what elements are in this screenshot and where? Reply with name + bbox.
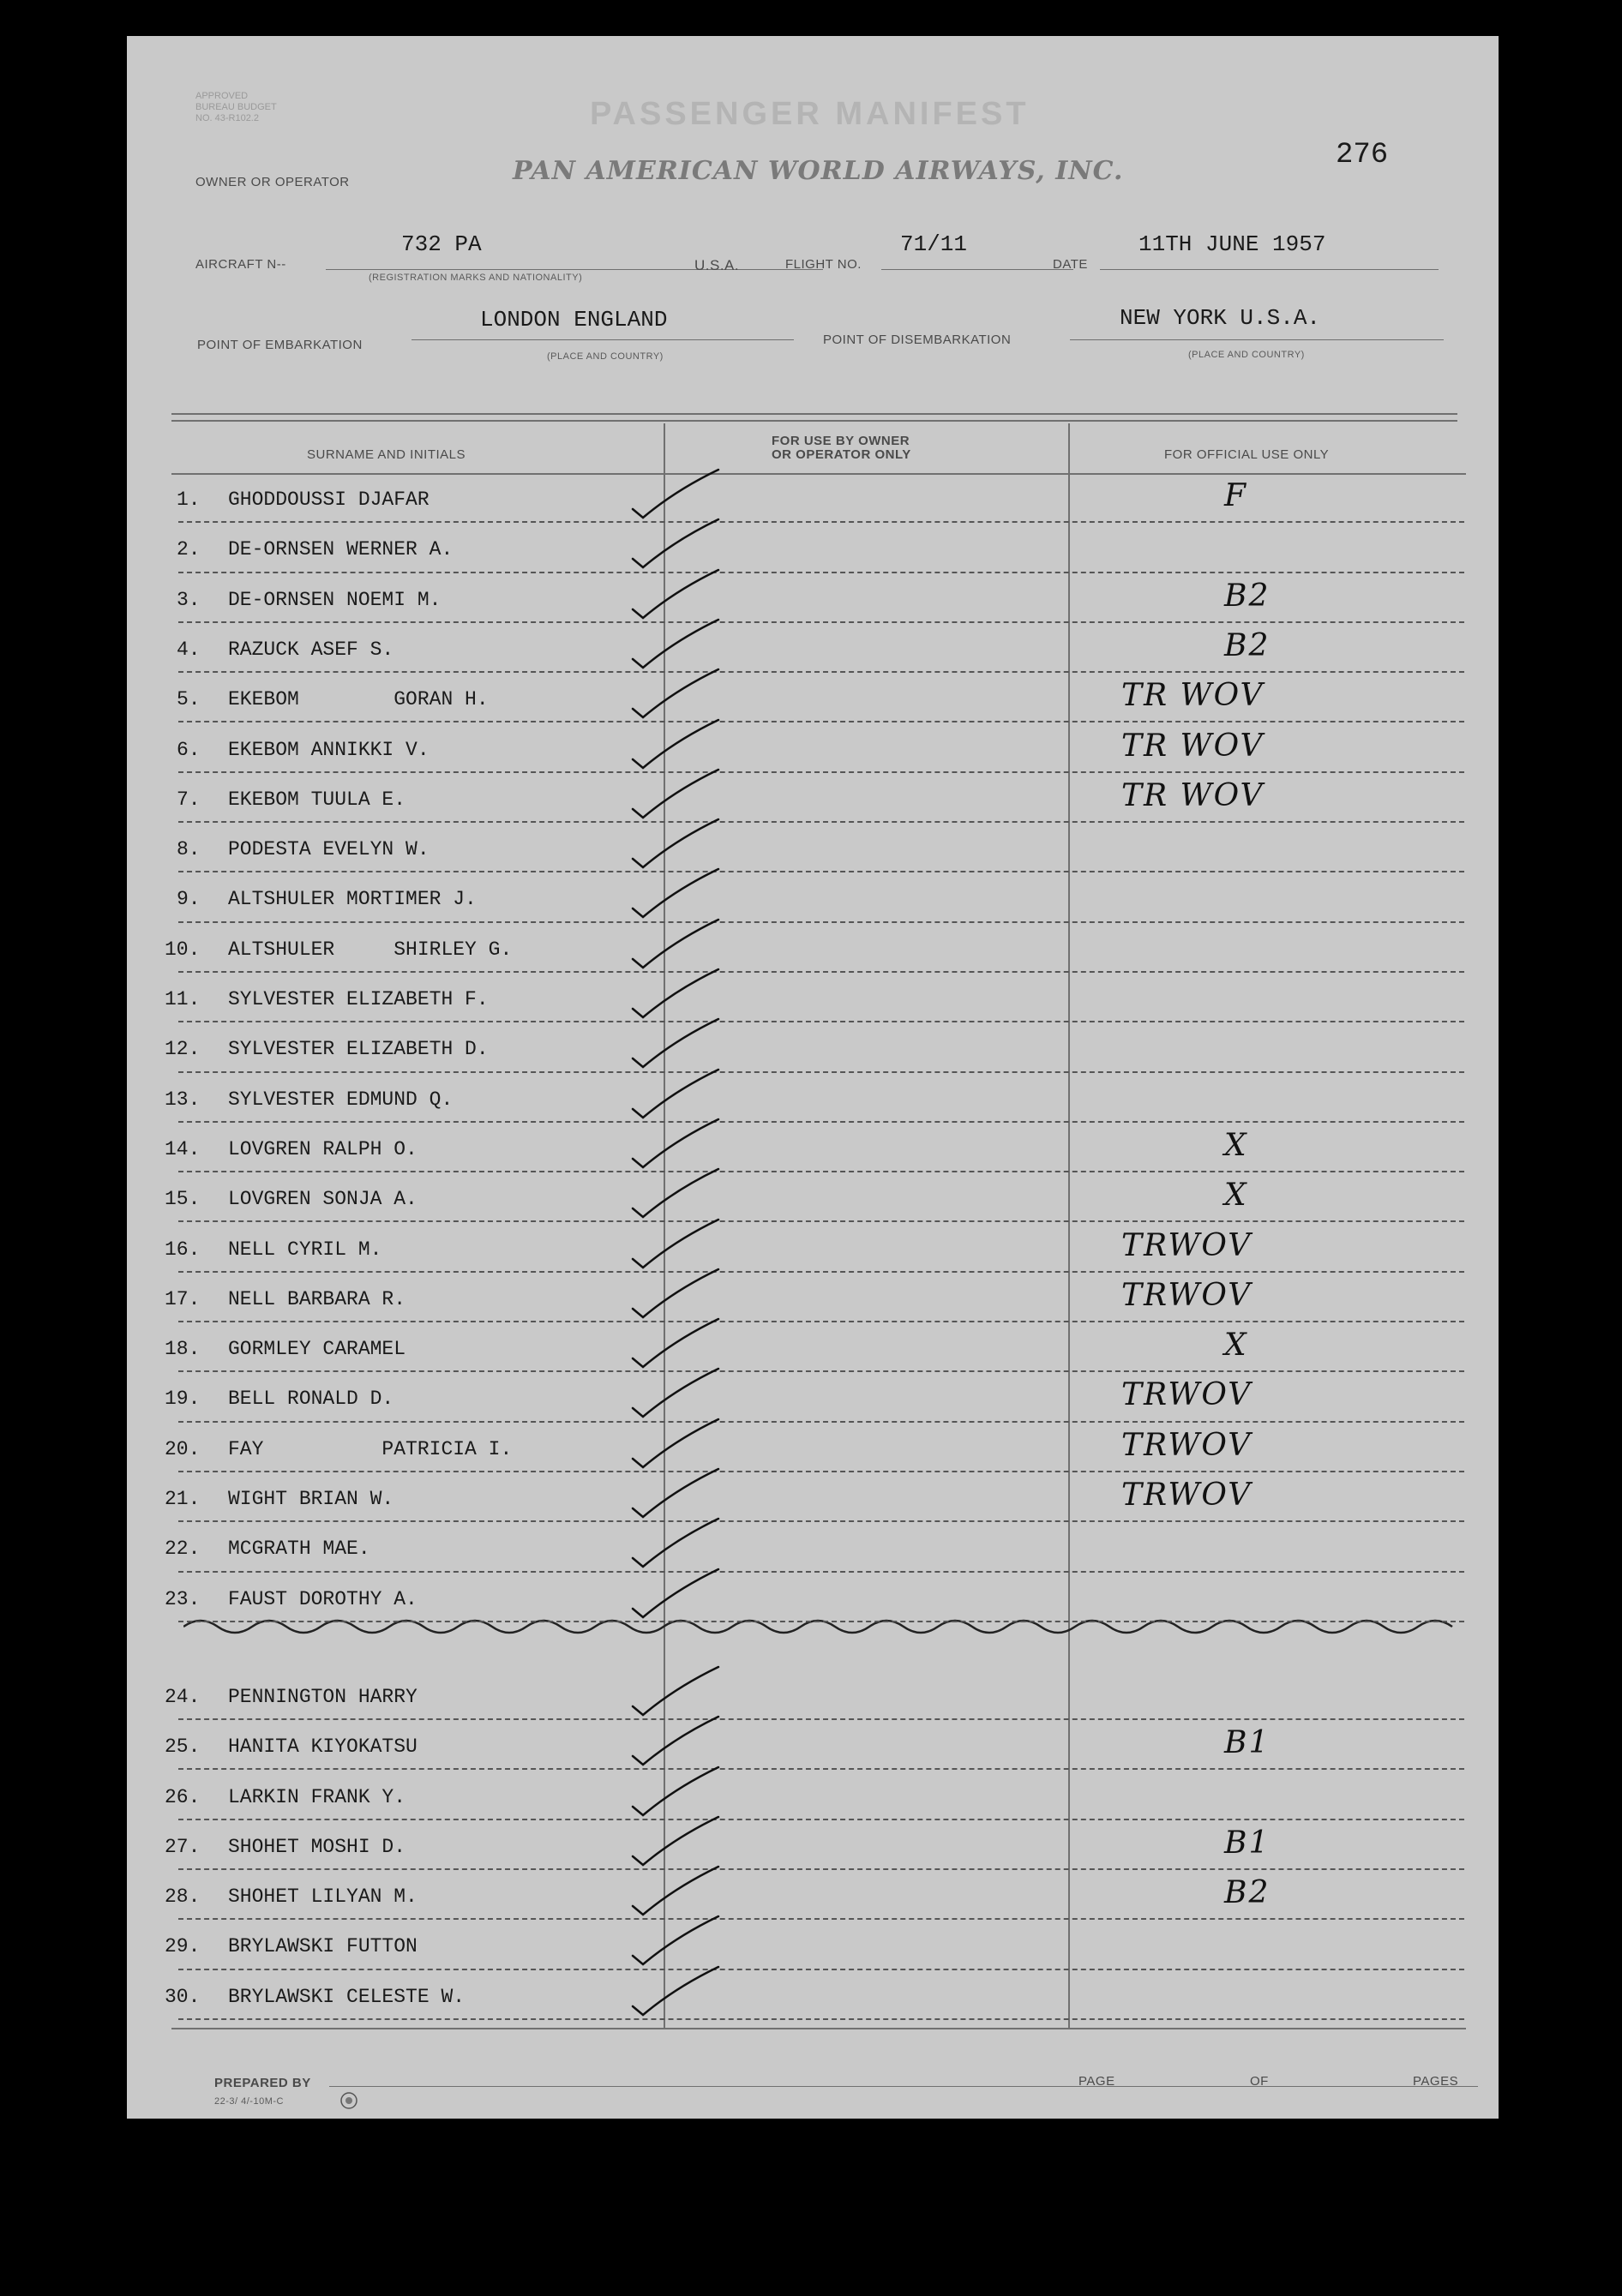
official-mark: B2 <box>1224 627 1271 663</box>
col-header-owner-line1: FOR USE BY OWNER <box>772 434 910 448</box>
disembark-label: POINT OF DISEMBARKATION <box>823 333 1012 347</box>
passenger-number: 21. <box>165 1488 201 1510</box>
official-mark: TRWOV <box>1121 1277 1253 1313</box>
disembark-line <box>1070 339 1444 340</box>
date-value: 11TH JUNE 1957 <box>1138 231 1326 257</box>
row-divider <box>178 2018 1464 2020</box>
table-row <box>127 623 1499 673</box>
page-number: 276 <box>1336 139 1389 171</box>
table-row <box>127 773 1499 823</box>
col-header-surname: SURNAME AND INITIALS <box>307 447 466 462</box>
passenger-number: 19. <box>165 1388 201 1411</box>
passenger-number: 3. <box>177 588 201 611</box>
table-row <box>127 1771 1499 1820</box>
passenger-number: 28. <box>165 1885 201 1909</box>
passenger-number: 13. <box>165 1088 201 1111</box>
passenger-name: EKEBOM GORAN H. <box>228 688 489 711</box>
passenger-number: 12. <box>165 1038 201 1061</box>
table-row <box>127 473 1499 523</box>
passenger-number: 23. <box>165 1587 201 1610</box>
disembark-value: NEW YORK U.S.A. <box>1120 305 1321 331</box>
table-row <box>127 973 1499 1022</box>
passenger-name: GORMLEY CARAMEL <box>228 1338 406 1361</box>
passenger-number: 10. <box>165 938 201 961</box>
passenger-name: DE-ORNSEN NOEMI M. <box>228 588 442 611</box>
passenger-number: 22. <box>165 1538 201 1561</box>
embark-value: LONDON ENGLAND <box>480 307 668 333</box>
official-mark: F <box>1224 478 1247 513</box>
passenger-name: BRYLAWSKI CELESTE W. <box>228 1985 466 2008</box>
passenger-name: SYLVESTER ELIZABETH F. <box>228 988 489 1010</box>
official-mark: TRWOV <box>1121 1377 1253 1413</box>
table-row <box>127 1720 1499 1770</box>
flight-line <box>881 269 1073 270</box>
passenger-number: 1. <box>177 489 201 511</box>
date-label: DATE <box>1053 257 1088 272</box>
table-row <box>127 1870 1499 1920</box>
passenger-name: ALTSHULER SHIRLEY G. <box>228 938 513 961</box>
col-header-owner-line2: OR OPERATOR ONLY <box>772 447 911 462</box>
col-header-official: FOR OFFICIAL USE ONLY <box>1164 447 1330 462</box>
passenger-name: LARKIN FRANK Y. <box>228 1785 406 1808</box>
official-mark: TR WOV <box>1121 728 1265 764</box>
aircraft-label: AIRCRAFT N-- <box>195 257 286 272</box>
table-row <box>127 1372 1499 1422</box>
embark-place-note: (PLACE AND COUNTRY) <box>547 351 664 362</box>
disembark-place-note: (PLACE AND COUNTRY) <box>1188 350 1305 360</box>
flight-value: 71/11 <box>900 231 968 257</box>
passenger-name: HANITA KIYOKATSU <box>228 1735 418 1759</box>
passenger-number: 14. <box>165 1137 201 1160</box>
table-row <box>127 823 1499 872</box>
table-row <box>127 872 1499 922</box>
table-row <box>127 1322 1499 1372</box>
passenger-name: FAY PATRICIA I. <box>228 1437 513 1460</box>
passenger-name: SYLVESTER EDMUND Q. <box>228 1088 454 1111</box>
passenger-name: EKEBOM ANNIKKI V. <box>228 738 430 761</box>
passenger-name: EKEBOM TUULA E. <box>228 788 406 811</box>
passenger-number: 29. <box>165 1935 201 1958</box>
passenger-name: SHOHET MOSHI D. <box>228 1835 406 1858</box>
table-row <box>127 673 1499 722</box>
passenger-name: LOVGREN RALPH O. <box>228 1137 418 1160</box>
owner-label: OWNER OR OPERATOR <box>195 175 350 189</box>
passenger-number: 20. <box>165 1437 201 1460</box>
table-row <box>127 1022 1499 1072</box>
table-top-rule-2 <box>171 420 1457 422</box>
passenger-number: 6. <box>177 738 201 761</box>
usa-label: U.S.A. <box>694 257 740 273</box>
pages-label: PAGES <box>1413 2074 1459 2089</box>
passenger-name: MCGRATH MAE. <box>228 1538 370 1561</box>
official-mark: X <box>1224 1178 1248 1214</box>
form-code: 22-3/ 4/-10M-C <box>214 2096 284 2107</box>
page-label: PAGE <box>1078 2074 1115 2089</box>
table-row <box>127 1172 1499 1222</box>
passenger-name: DE-ORNSEN WERNER A. <box>228 538 454 561</box>
table-row <box>127 1472 1499 1522</box>
passenger-name: LOVGREN SONJA A. <box>228 1188 418 1211</box>
row-divider <box>178 1621 1464 1622</box>
passenger-number: 30. <box>165 1985 201 2008</box>
table-row <box>127 523 1499 573</box>
embark-line <box>412 339 794 340</box>
union-label-icon <box>339 2091 358 2110</box>
passenger-name: GHODDOUSSI DJAFAR <box>228 489 430 511</box>
registration-note: (REGISTRATION MARKS AND NATIONALITY) <box>369 273 583 283</box>
table-row <box>127 923 1499 973</box>
passenger-number: 24. <box>165 1685 201 1708</box>
passenger-name: SHOHET LILYAN M. <box>228 1885 418 1909</box>
passenger-number: 18. <box>165 1338 201 1361</box>
official-mark: B2 <box>1224 578 1271 614</box>
passenger-number: 17. <box>165 1287 201 1310</box>
approval-stamp <box>195 91 277 124</box>
passenger-name: NELL CYRIL M. <box>228 1238 382 1261</box>
check-mark-icon <box>624 1564 753 1624</box>
table-top-rule <box>171 413 1457 415</box>
table-row <box>127 723 1499 773</box>
table-row <box>127 1223 1499 1273</box>
passenger-name: PENNINGTON HARRY <box>228 1685 418 1708</box>
table-row <box>127 1423 1499 1472</box>
stamp-line: BUREAU BUDGET <box>195 102 277 112</box>
embark-label: POINT OF EMBARKATION <box>197 338 363 352</box>
official-mark: TR WOV <box>1121 678 1265 714</box>
table-row <box>127 1970 1499 2020</box>
official-mark: X <box>1224 1127 1248 1163</box>
official-mark: B2 <box>1224 1875 1271 1911</box>
passenger-name: WIGHT BRIAN W. <box>228 1488 394 1510</box>
passenger-name: PODESTA EVELYN W. <box>228 838 430 861</box>
passenger-number: 11. <box>165 988 201 1010</box>
passenger-name: ALTSHULER MORTIMER J. <box>228 888 477 911</box>
table-bottom-rule <box>171 2028 1466 2029</box>
passenger-number: 9. <box>177 888 201 911</box>
passenger-number: 27. <box>165 1835 201 1858</box>
passenger-name: SYLVESTER ELIZABETH D. <box>228 1038 489 1061</box>
table-row <box>127 1573 1499 1622</box>
passenger-number: 16. <box>165 1238 201 1261</box>
owner-value: PAN AMERICAN WORLD AIRWAYS, INC. <box>513 156 1124 186</box>
table-row <box>127 1273 1499 1322</box>
of-label: OF <box>1250 2074 1269 2089</box>
passenger-name: FAUST DOROTHY A. <box>228 1587 418 1610</box>
passenger-name: BRYLAWSKI FUTTON <box>228 1935 418 1958</box>
passenger-number: 25. <box>165 1735 201 1759</box>
manifest-page <box>127 36 1499 2119</box>
stamp-line: APPROVED <box>195 91 249 101</box>
table-row <box>127 1820 1499 1870</box>
passenger-number: 8. <box>177 838 201 861</box>
passenger-number: 5. <box>177 688 201 711</box>
passenger-number: 15. <box>165 1188 201 1211</box>
passenger-number: 2. <box>177 538 201 561</box>
official-mark: TRWOV <box>1121 1227 1253 1263</box>
official-mark: TRWOV <box>1121 1478 1253 1513</box>
passenger-name: BELL RONALD D. <box>228 1388 394 1411</box>
flight-label: FLIGHT NO. <box>785 257 862 272</box>
official-mark: TRWOV <box>1121 1427 1253 1463</box>
passenger-number: 26. <box>165 1785 201 1808</box>
official-mark: B1 <box>1224 1725 1271 1761</box>
passenger-number: 7. <box>177 788 201 811</box>
footer-line <box>329 2086 1478 2087</box>
table-row <box>127 573 1499 623</box>
aircraft-value: 732 PA <box>401 231 482 257</box>
passenger-name: RAZUCK ASEF S. <box>228 638 394 661</box>
table-row <box>127 1920 1499 1969</box>
table-row <box>127 1522 1499 1572</box>
table-row <box>127 1073 1499 1123</box>
aircraft-line <box>326 269 823 270</box>
stamp-line: NO. 43-R102.2 <box>195 113 259 123</box>
passenger-name: NELL BARBARA R. <box>228 1287 406 1310</box>
date-line <box>1100 269 1439 270</box>
passenger-number: 4. <box>177 638 201 661</box>
official-mark: TR WOV <box>1121 777 1265 813</box>
official-mark: X <box>1224 1328 1248 1364</box>
official-mark: B1 <box>1224 1825 1271 1861</box>
form-title: PASSENGER MANIFEST <box>590 96 1030 132</box>
table-row <box>127 1670 1499 1720</box>
prepared-by-label: PREPARED BY <box>214 2076 311 2090</box>
check-mark-icon <box>624 1962 753 2022</box>
table-row <box>127 1123 1499 1172</box>
